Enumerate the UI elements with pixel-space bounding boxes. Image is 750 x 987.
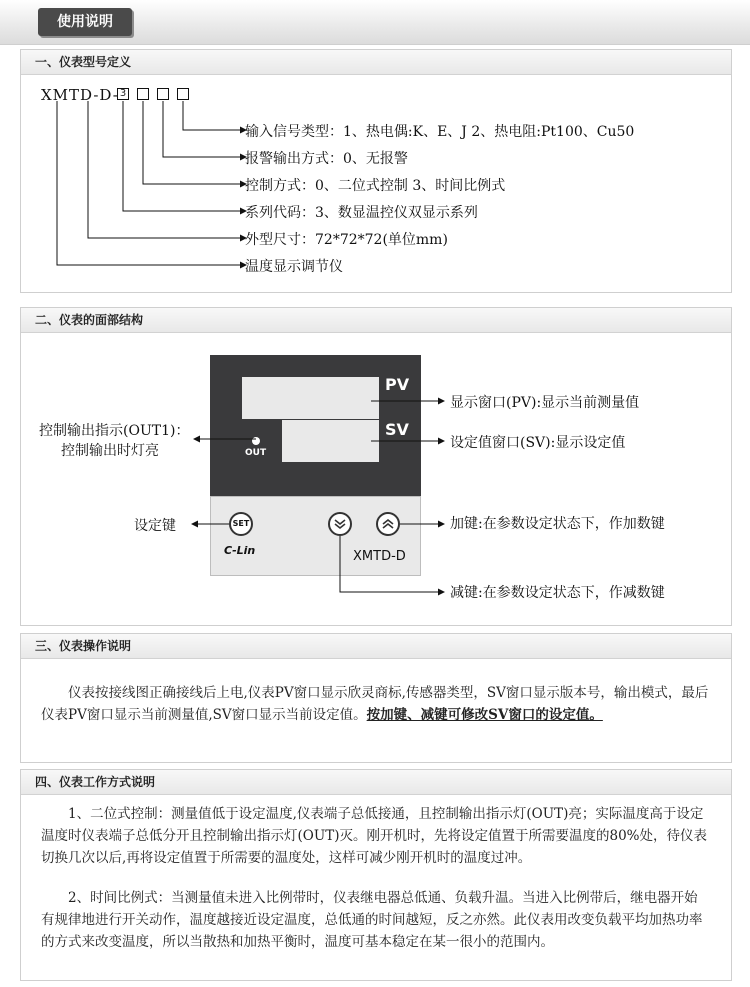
working-mode-para2: 2、时间比例式：当测量值未进入比例带时，仪表继电器总低通、负载升温。当进入比例带后，继电器开始有规律地进行开关动作，温度越接近设定温度，总低通的时间越短，反之亦然。此仪表用改变负载平均加热功率的方式来改变温度，所以当散热和加热平衡时，温度可基本稳定在某一很小的范围内。 — [41, 890, 703, 950]
section-title: 三、仪表操作说明 — [21, 634, 731, 659]
section-title: 四、仪表工作方式说明 — [21, 770, 731, 795]
section-title: 一、仪表型号定义 — [21, 50, 731, 75]
working-mode-para1: 1、二位式控制：测量值低于设定温度,仪表端子总低接通，且控制输出指示灯(OUT)亮；实际温度高于设定温度时仪表端子总低分开且控制输出指示灯(OUT)灭。刚开机时，先将设定值置于所需要温度的80%处，待仪表切换几次以后,再将设定值置于所需要的温度处，这样可减少刚开机时的温度过冲。 — [41, 806, 707, 866]
operation-emphasis: 按加键、减键可修改SV窗口的设定值。 — [366, 707, 603, 723]
sv-window-label: 设定值窗口(SV):显示设定值 — [450, 435, 626, 451]
out1-label-line2: 控制输出时灯亮 — [61, 443, 159, 459]
set-key-label: 设定键 — [134, 518, 176, 534]
model-code-box: 3 — [117, 88, 129, 100]
label-dimensions: 外型尺寸：72*72*72(单位mm) — [245, 232, 448, 248]
model-prefix: XMTD-D- — [41, 86, 119, 104]
label-input-signal: 输入信号类型：1、热电偶:K、E、J 2、热电阻:Pt100、Cu50 — [245, 124, 635, 140]
pv-window-label: 显示窗口(PV):显示当前测量值 — [450, 395, 640, 411]
out1-label-line1: 控制输出指示(OUT1)： — [39, 423, 190, 439]
operation-body: 仪表按接线图正确接线后上电,仪表PV窗口显示欣灵商标,传感器类型，SV窗口显示版本号，输出模式，最后仪表PV窗口显示当前测量值,SV窗口显示当前设定值。 — [41, 685, 709, 723]
down-key-label: 减键:在参数设定状态下，作减数键 — [450, 585, 665, 601]
brand-logo: C-Lin — [224, 544, 256, 557]
up-key-label: 加键:在参数设定状态下，作加数键 — [450, 516, 665, 532]
operation-text — [41, 682, 709, 726]
sv-label: SV — [385, 420, 409, 439]
label-alarm-output: 报警输出方式：0、无报警 — [245, 151, 408, 167]
set-key[interactable]: SET — [229, 512, 253, 536]
label-control-mode: 控制方式：0、二位式控制 3、时间比例式 — [245, 178, 506, 194]
out-led-label: OUT — [245, 448, 267, 458]
panel-callout-lines — [0, 300, 750, 620]
label-series-code: 系列代码：3、数显温控仪双显示系列 — [245, 205, 478, 221]
section-title: 二、仪表的面部结构 — [21, 308, 731, 333]
page-title: 使用说明 — [38, 8, 132, 36]
device-model: XMTD-D — [353, 549, 406, 564]
pv-label: PV — [385, 375, 410, 394]
label-product-name: 温度显示调节仪 — [245, 259, 343, 275]
